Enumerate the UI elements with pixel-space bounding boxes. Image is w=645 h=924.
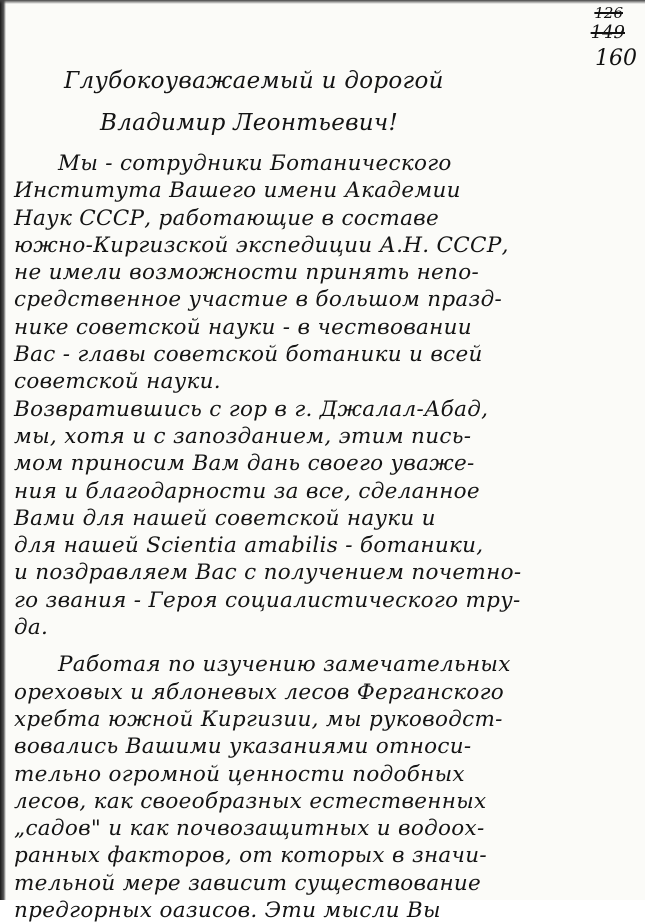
letter-line: для нашей Scientia amabilis - ботаники,	[14, 533, 484, 559]
letter-line: и поздравляем Вас с получением почетно-	[14, 560, 522, 586]
letter-line: Вами для нашей советской науки и	[14, 505, 436, 531]
letter-line: хребта южной Киргизии, мы руководст-	[14, 706, 503, 732]
salutation-line-2: Владимир Леонтьевич!	[100, 110, 399, 136]
folio-crossed-1: 126	[594, 4, 623, 22]
letter-line: Мы - сотрудники Ботанического	[58, 151, 452, 176]
letter-line: тельно огромной ценности подобных	[14, 761, 465, 787]
letter-line: лесов, как своеобразных естественных	[14, 788, 487, 814]
letter-line: мом приносим Вам дань своего уваже-	[14, 451, 475, 477]
letter-line: тельной мере зависит существование	[14, 870, 482, 896]
letter-line: мы, хотя и с запозданием, этим пись-	[14, 423, 472, 449]
paragraph-gap	[0, 641, 645, 651]
letter-line: да.	[14, 615, 49, 641]
letter-line: южно-Киргизской экспедиции А.Н. СССР,	[14, 232, 509, 258]
letter-line: средственное участие в большом празд-	[14, 287, 503, 313]
salutation	[0, 60, 645, 144]
letter-line: ореховых и яблоневых лесов Ферганского	[14, 679, 504, 705]
letter-line: не имели возможности принять непо-	[14, 260, 480, 286]
letter-line: ния и благодарности за все, сделанное	[14, 478, 480, 504]
letter-line: вовались Вашими указаниями относи-	[14, 734, 472, 760]
letter-line: „садов" и как почвозащитных и водоох-	[14, 816, 485, 842]
folio-crossed-2: 149	[590, 22, 625, 43]
letter-line: советской науки.	[14, 369, 221, 395]
folio-current: 160	[595, 46, 637, 71]
salutation-line-1: Глубокоуважаемый и дорогой	[64, 68, 444, 94]
letter-line: Работая по изучению замечательных	[58, 652, 511, 678]
letter-line: нике советской науки - в чествовании	[14, 314, 472, 340]
letter-body	[0, 150, 645, 924]
scan-edge-top	[0, 0, 645, 4]
letter-line: предгорных оазисов. Эти мысли Вы	[14, 898, 441, 924]
letter-line: Вас - главы советской ботаники и всей	[14, 342, 483, 368]
letter-line: Института Вашего имени Академии	[14, 178, 461, 204]
letter-line: ранных факторов, от которых в значи-	[14, 843, 487, 869]
letter-line: го звания - Героя социалистического тру-	[14, 587, 521, 613]
letter-line: Возвратившись с гор в г. Джалал-Абад,	[14, 396, 489, 422]
letter-line: Наук СССР, работающие в составе	[14, 205, 440, 231]
